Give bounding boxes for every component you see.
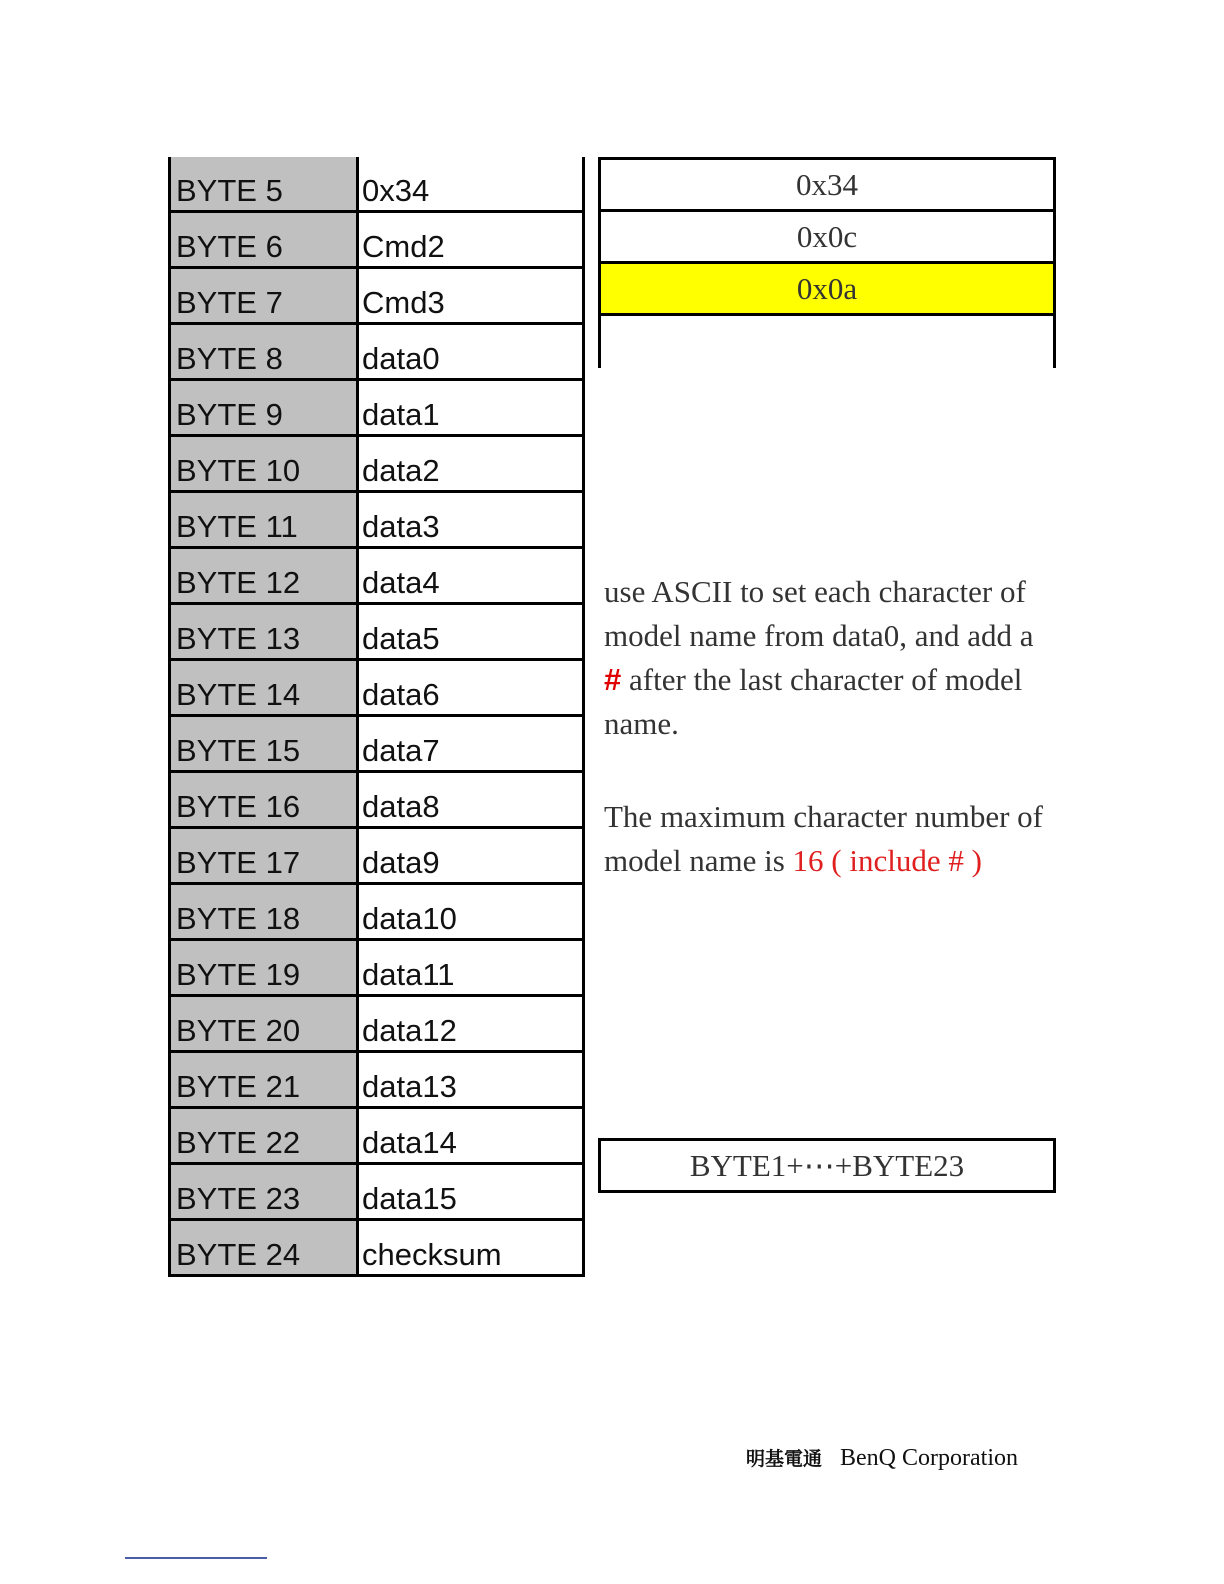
command-value-table bbox=[598, 157, 1056, 368]
byte-label: BYTE 19 bbox=[170, 940, 358, 996]
byte-label: BYTE 5 bbox=[170, 157, 358, 212]
table-row bbox=[170, 1164, 584, 1220]
table-row bbox=[170, 716, 584, 772]
instruction-text: use ASCII to set each character of model name from data0, and add a bbox=[604, 574, 1034, 653]
company-footer bbox=[746, 1444, 1018, 1472]
byte-label: BYTE 17 bbox=[170, 828, 358, 884]
table-row bbox=[170, 1052, 584, 1108]
table-row bbox=[170, 604, 584, 660]
footnote-divider bbox=[125, 1557, 267, 1559]
table-row bbox=[170, 380, 584, 436]
byte-label: BYTE 10 bbox=[170, 436, 358, 492]
table-row bbox=[170, 660, 584, 716]
command-value-cell: 0x34 bbox=[600, 159, 1055, 211]
byte-value: data15 bbox=[358, 1164, 584, 1220]
table-row bbox=[170, 1220, 584, 1276]
byte-value: data4 bbox=[358, 548, 584, 604]
byte-label: BYTE 9 bbox=[170, 380, 358, 436]
table-row bbox=[170, 548, 584, 604]
byte-value: data10 bbox=[358, 884, 584, 940]
table-row bbox=[170, 884, 584, 940]
byte-value: 0x34 bbox=[358, 157, 584, 212]
byte-value: data1 bbox=[358, 380, 584, 436]
byte-label: BYTE 7 bbox=[170, 268, 358, 324]
byte-label: BYTE 11 bbox=[170, 492, 358, 548]
byte-label: BYTE 6 bbox=[170, 212, 358, 268]
command-value-cell: 0x0c bbox=[600, 211, 1055, 263]
byte-value: data6 bbox=[358, 660, 584, 716]
table-row bbox=[170, 1108, 584, 1164]
byte-value: data13 bbox=[358, 1052, 584, 1108]
byte-label: BYTE 16 bbox=[170, 772, 358, 828]
byte-value: data14 bbox=[358, 1108, 584, 1164]
table-row bbox=[170, 996, 584, 1052]
byte-value: data5 bbox=[358, 604, 584, 660]
byte-label: BYTE 15 bbox=[170, 716, 358, 772]
byte-value: data0 bbox=[358, 324, 584, 380]
company-chinese-name: 明基電通 bbox=[746, 1448, 823, 1470]
byte-label: BYTE 14 bbox=[170, 660, 358, 716]
max-length-note bbox=[604, 795, 1054, 883]
byte-label: BYTE 24 bbox=[170, 1220, 358, 1276]
highlighted-command-value-cell: 0x0a bbox=[600, 263, 1055, 315]
table-row bbox=[600, 315, 1055, 369]
byte-label: BYTE 21 bbox=[170, 1052, 358, 1108]
byte-value: data3 bbox=[358, 492, 584, 548]
table-row bbox=[170, 940, 584, 996]
byte-value: data9 bbox=[358, 828, 584, 884]
model-name-instructions bbox=[604, 570, 1054, 746]
table-row bbox=[170, 828, 584, 884]
byte-label: BYTE 23 bbox=[170, 1164, 358, 1220]
byte-label: BYTE 18 bbox=[170, 884, 358, 940]
empty-cell bbox=[600, 315, 1055, 369]
table-row bbox=[170, 492, 584, 548]
table-row bbox=[170, 772, 584, 828]
max-length-value: 16 ( include # ) bbox=[792, 843, 982, 878]
table-row bbox=[170, 436, 584, 492]
byte-value: data8 bbox=[358, 772, 584, 828]
byte-label: BYTE 22 bbox=[170, 1108, 358, 1164]
byte-value: Cmd2 bbox=[358, 212, 584, 268]
byte-label: BYTE 13 bbox=[170, 604, 358, 660]
table-row bbox=[600, 159, 1055, 211]
table-row bbox=[170, 268, 584, 324]
byte-label: BYTE 20 bbox=[170, 996, 358, 1052]
instruction-text-continued: after the last character of model name. bbox=[604, 662, 1023, 741]
table-row bbox=[170, 157, 584, 212]
byte-label: BYTE 8 bbox=[170, 324, 358, 380]
byte-value: checksum bbox=[358, 1220, 584, 1276]
table-row bbox=[170, 212, 584, 268]
checksum-formula: BYTE1+⋯+BYTE23 bbox=[598, 1138, 1056, 1193]
table-row bbox=[600, 211, 1055, 263]
byte-value: Cmd3 bbox=[358, 268, 584, 324]
hash-symbol: # bbox=[604, 662, 622, 697]
table-row bbox=[600, 263, 1055, 315]
byte-value: data2 bbox=[358, 436, 584, 492]
byte-label: BYTE 12 bbox=[170, 548, 358, 604]
byte-table bbox=[168, 157, 585, 1277]
table-row bbox=[170, 324, 584, 380]
byte-value: data7 bbox=[358, 716, 584, 772]
company-name: BenQ Corporation bbox=[840, 1445, 1018, 1471]
byte-value: data12 bbox=[358, 996, 584, 1052]
max-length-text: The maximum character number of model name is bbox=[604, 799, 1043, 878]
byte-value: data11 bbox=[358, 940, 584, 996]
